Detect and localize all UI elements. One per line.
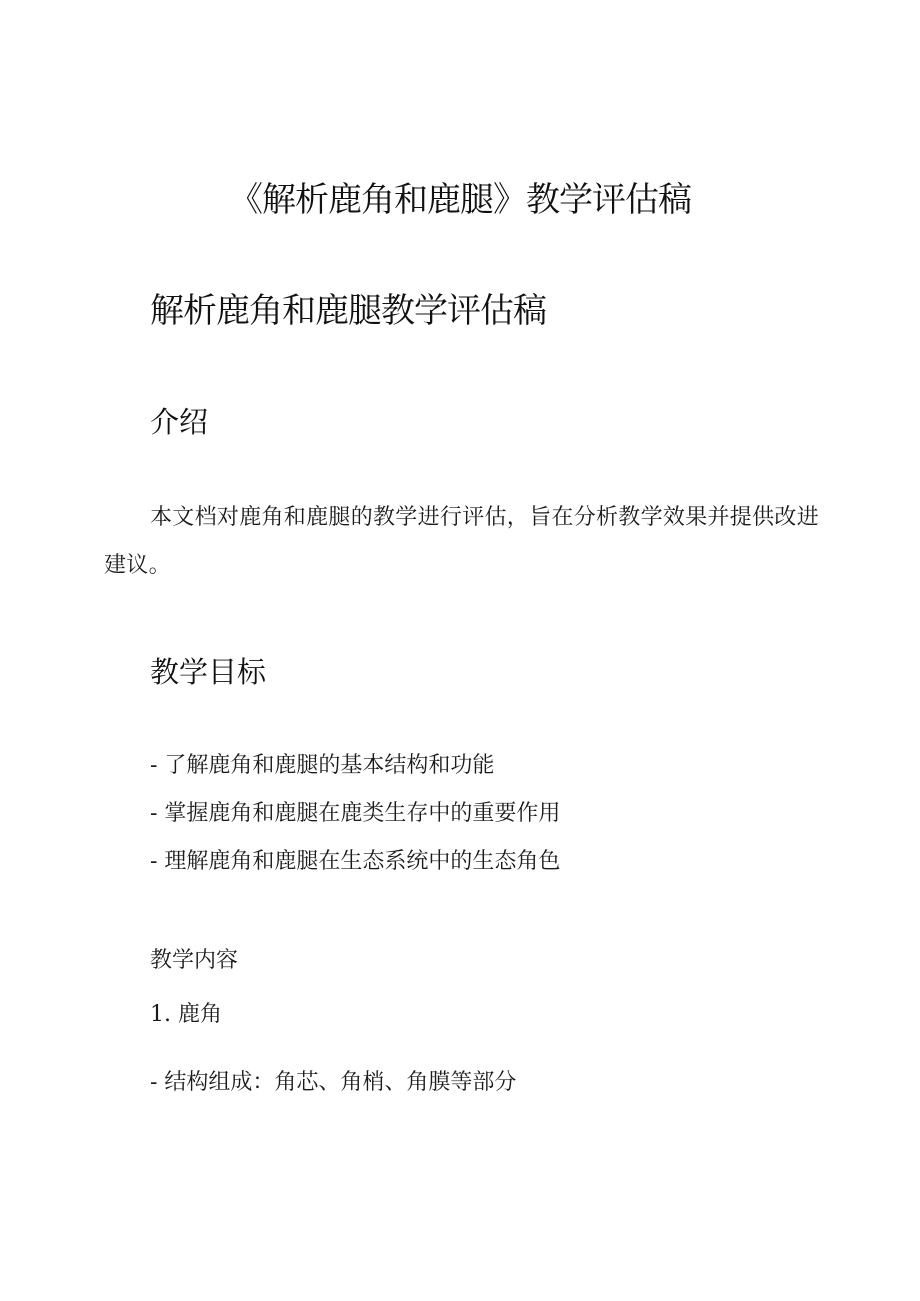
goal-item: - 理解鹿角和鹿腿在生态系统中的生态角色 xyxy=(150,849,561,874)
document-heading: 解析鹿角和鹿腿教学评估稿 xyxy=(150,291,546,331)
antler-list xyxy=(150,1059,516,1107)
intro-paragraph: 本文档对鹿角和鹿腿的教学进行评估，旨在分析教学效果并提供改进建议。 xyxy=(104,505,820,578)
goals-list xyxy=(150,742,560,886)
document-title: 《解析鹿角和鹿腿》教学评估稿 xyxy=(229,180,691,220)
goals-heading: 教学目标 xyxy=(150,655,267,689)
antler-item: - 结构组成：角芯、角梢、角膜等部分 xyxy=(150,1070,517,1095)
section-antler-title: 1. 鹿角 xyxy=(150,1002,222,1027)
goal-item: - 了解鹿角和鹿腿的基本结构和功能 xyxy=(150,753,495,778)
goal-item: - 掌握鹿角和鹿腿在鹿类生存中的重要作用 xyxy=(150,801,561,826)
intro-heading: 介绍 xyxy=(150,405,209,439)
content-heading: 教学内容 xyxy=(150,948,239,973)
